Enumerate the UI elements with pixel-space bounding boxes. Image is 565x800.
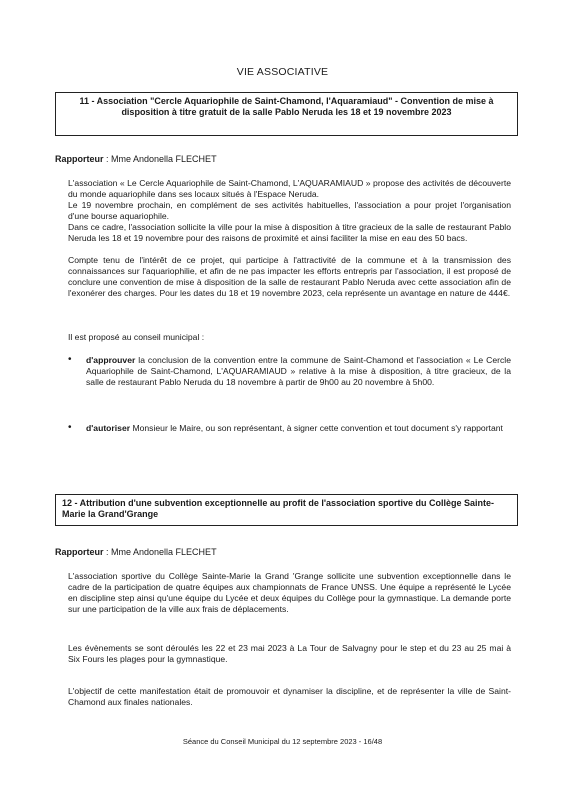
list-item-body: la conclusion de la convention entre la commune de Saint-Chamond et l'association « Le Cercle Aquariophile de Saint-Chamond, L'AQUARAMIAUD » relative à la mise à disposition, à titre gracieux, de la salle de restaurant Pablo Neruda du 18 novembre à partir de 9h00 au 20 novembre à 5h00. <box>86 355 511 387</box>
bullet-icon: • <box>68 422 72 433</box>
rapporteur-label: Rapporteur <box>55 154 104 164</box>
rapporteur-name: : Mme Andonella FLECHET <box>103 154 217 164</box>
paragraph: Compte tenu de l'intérêt de ce projet, qui participe à l'attractivité de la commune et à la transmission des connaissances sur l'aquariophilie, et afin de ne pas impacter les efforts entrepris par l'association, il est proposé de conclure une convention de mise à disposition de la salle de restaurant Pablo Neruda avec cette association afin de l'exonérer des charges. Pour les dates du 18 et 19 novembre 2023, cela représente un avantage en nature de 444€. <box>68 255 511 298</box>
proposal-intro: Il est proposé au conseil municipal : <box>68 332 205 342</box>
list-item-bold: d'approuver <box>86 355 136 365</box>
page-title: VIE ASSOCIATIVE <box>236 66 329 78</box>
list-item-bold: d'autoriser <box>86 423 131 433</box>
section-heading-12: 12 - Attribution d'une subvention exceptionnelle au profit de l'association sportive du Collège Sainte-Marie la Grand'Grange <box>55 494 518 526</box>
rapporteur-line <box>55 547 217 557</box>
list-item-body: Monsieur le Maire, ou son représentant, à signer cette convention et tout document s'y rapportant <box>130 423 503 433</box>
list-item-text <box>86 423 511 434</box>
section-heading-11: 11 - Association "Cercle Aquariophile de Saint-Chamond, l'Aquaramiaud" - Convention de mise à disposition à titre gratuit de la salle Pablo Neruda les 18 et 19 novembre 2023 <box>55 92 518 136</box>
paragraph: Dans ce cadre, l'association sollicite la ville pour la mise à disposition à titre gracieux de la salle de restaurant Pablo Neruda les 18 et 19 novembre pour des raisons de proximité et ainsi faciliter la mise en eau des 50 bacs. <box>68 222 511 243</box>
paragraph: Le 19 novembre prochain, en complément de ses activités habituelles, l'association a pour projet l'organisation d'une bourse aquariophile. <box>68 200 511 221</box>
rapporteur-label: Rapporteur <box>55 547 104 557</box>
bullet-icon: • <box>68 354 72 365</box>
paragraph: L'association sportive du Collège Sainte-Marie la Grand 'Grange sollicite une subvention exceptionnelle dans le cadre de la participation de quatre équipes aux championnats de France UNSS. Une équipe a représenté le Lycée en discipline step ainsi qu'une équipe du Lycée et deux équipes du Collège pour la gymnastique. La demande porte sur une participation de la ville aux frais de déplacements. <box>68 571 511 614</box>
paragraph: L'objectif de cette manifestation était de promouvoir et dynamiser la discipline, et de représenter la ville de Saint-Chamond aux finales nationales. <box>68 686 511 707</box>
paragraph: L'association « Le Cercle Aquariophile de Saint-Chamond, L'AQUARAMIAUD » propose des activités de découverte du monde aquariophile dans ses locaux situés à l'Espace Neruda. <box>68 178 511 199</box>
paragraph: Les évènements se sont déroulés les 22 et 23 mai 2023 à La Tour de Salvagny pour le step et du 23 au 25 mai à Six Fours les plages pour la gymnastique. <box>68 643 511 664</box>
rapporteur-name: : Mme Andonella FLECHET <box>103 547 217 557</box>
page-footer: Séance du Conseil Municipal du 12 septembre 2023 - 16/48 <box>182 737 383 746</box>
rapporteur-line <box>55 154 217 164</box>
list-item-text <box>86 355 511 388</box>
